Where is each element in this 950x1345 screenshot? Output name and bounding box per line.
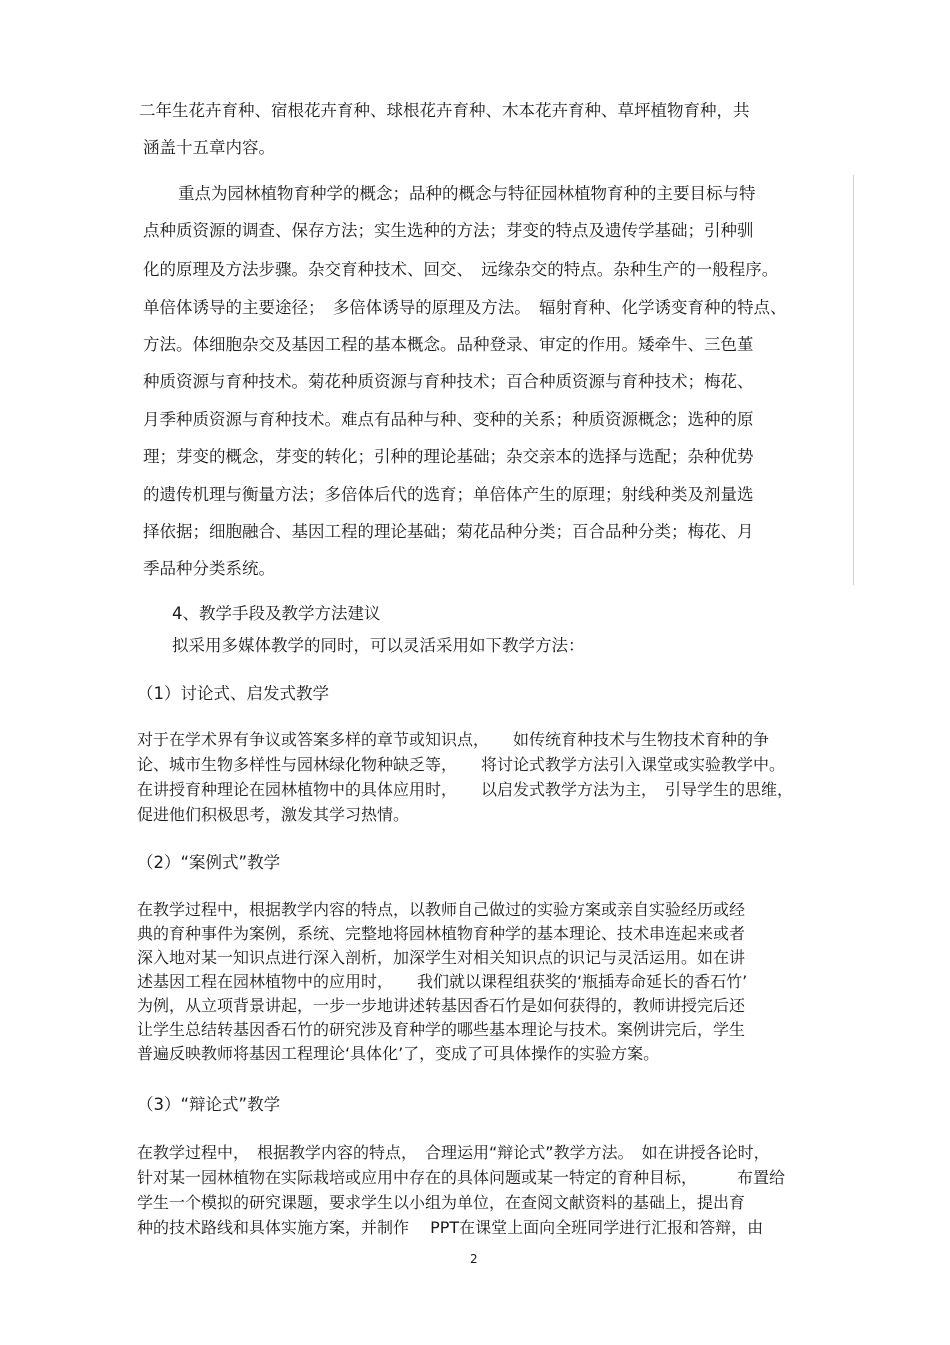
page-number: 2 [470,1252,478,1266]
text-line: 在教学过程中， 根据教学内容的特点， 合理运用“辩论式”教学方法。 如在讲授各论时， [137,1143,770,1162]
method-title: （1）讨论式、启发式教学 [137,684,329,703]
text-line: 季品种分类系统。 [143,559,275,578]
text-line: 点种质资源的调查、保存方法；实生选种的方法；芽变的特点及遗传学基础；引种驯 [143,221,754,240]
text-line: 学生一个模拟的研究课题，要求学生以小组为单位，在查阅文献资料的基础上，提出育 [137,1193,746,1212]
text-line: 让学生总结转基因香石竹的研究涉及育种学的哪些基本理论与技术。案例讲完后，学生 [137,1020,746,1039]
text-line: 化的原理及方法步骤。杂交育种技术、回交、 远缘杂交的特点。杂种生产的一般程序。 [143,260,779,279]
text-line: 种质资源与育种技术。菊花种质资源与育种技术；百合种质资源与育种技术；梅花、 [143,372,754,391]
text-line: 择依据；细胞融合、基因工程的理论基础；菊花品种分类；百合品种分类；梅花、月 [143,522,754,541]
text-line: 为例，从立项背景讲起，一步一步地讲述转基因香石竹是如何获得的，教师讲授完后还 [137,996,746,1015]
text-line: 涵盖十五章内容。 [143,138,275,157]
section-heading: 4、教学手段及教学方法建议 [172,604,381,623]
margin-rule [853,175,854,585]
text-line: 典的育种事件为案例，系统、完整地将园林植物育种学的基本理论、技术串连起来或者 [137,924,746,943]
text-line: 重点为园林植物育种学的概念；品种的概念与特征园林植物育种的主要目标与特 [178,184,756,203]
text-line: 述基因工程在园林植物中的应用时， 我们就以课程组获奖的‘瓶插寿命延长的香石竹’ [137,972,748,991]
text-line: 方法。体细胞杂交及基因工程的基本概念。品种登录、审定的作用。矮牵牛、三色堇 [143,335,754,354]
text-line: 拟采用多媒体教学的同时，可以灵活采用如下教学方法： [172,636,585,655]
text-line: 单倍体诱导的主要途径； 多倍体诱导的原理及方法。 辐射育种、化学诱变育种的特点、 [143,298,787,317]
method-title: （2）“案例式”教学 [137,853,281,872]
text-line: 二年生花卉育种、宿根花卉育种、球根花卉育种、木本花卉育种、草坪植物育种，共 [139,101,750,120]
text-line: 促进他们积极思考，激发其学习热情。 [137,805,410,824]
text-line: 深入地对某一知识点进行深入剖析，加深学生对相关知识点的识记与灵活运用。如在讲 [137,948,746,967]
text-line: 种的技术路线和具体实施方案，并制作 PPT在课堂上面向全班同学进行汇报和答辩，由 [137,1218,764,1237]
method-title: （3）“辩论式”教学 [137,1095,281,1114]
text-line: 的遗传机理与衡量方法；多倍体后代的选育；单倍体产生的原理；射线种类及剂量选 [143,485,754,504]
text-line: 理；芽变的概念，芽变的转化；引种的理论基础；杂交亲本的选择与选配；杂种优势 [143,447,754,466]
text-line: 对于在学术界有争议或答案多样的章节或知识点， 如传统育种技术与生物技术育种的争 [137,730,770,749]
text-line: 在教学过程中，根据教学内容的特点，以教师自己做过的实验方案或亲自实验经历或经 [137,900,746,919]
text-line: 在讲授育种理论在园林植物中的具体应用时， 以启发式教学方法为主， 引导学生的思维， [137,780,794,799]
text-line: 普遍反映教师将基因工程理论‘具体化’了，变成了可具体操作的实验方案。 [137,1044,660,1063]
text-line: 论、城市生物多样性与园林绿化物种缺乏等， 将讨论式教学方法引入课堂或实验教学中。 [137,755,786,774]
text-line: 针对某一园林植物在实际栽培或应用中存在的具体问题或某一特定的育种目标， 布置给 [137,1168,786,1187]
text-line: 月季种质资源与育种技术。难点有品种与种、变种的关系；种质资源概念；选种的原 [143,410,754,429]
